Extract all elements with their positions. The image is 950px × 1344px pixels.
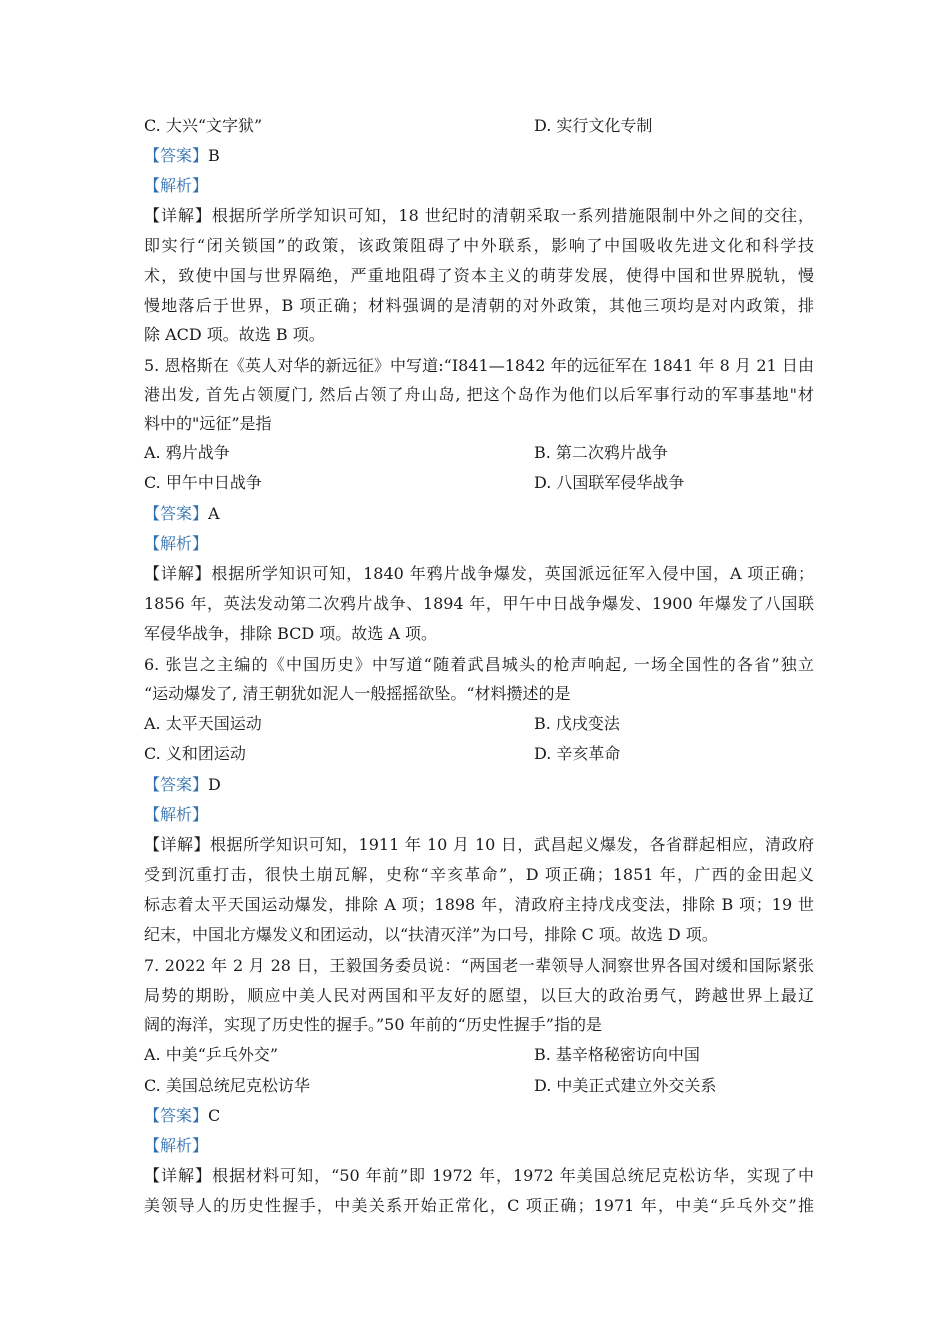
q7-options-cd [144, 1071, 814, 1101]
q7-analysis [144, 1131, 814, 1161]
detail-text: 根据所学所学知识可知，18 世纪时的清朝采取一系列措施限制中外之间的交往， [211, 206, 814, 225]
q7-option-c: C. 美国总统尼克松访华 [144, 1076, 310, 1095]
q6-option-d: D. 辛亥革命 [534, 744, 621, 763]
detail-text: 根据所学知识可知，1911 年 10 月 10 日，武昌起义爆发，各省群起相应，清政府 [210, 835, 814, 854]
q6-detail-line [144, 830, 814, 860]
detail-label: 【详解】 [144, 564, 212, 583]
q5-detail-line [144, 559, 814, 589]
q7-option-d: D. 中美正式建立外交关系 [534, 1076, 717, 1095]
q5-option-a: A. 鸦片战争 [144, 443, 230, 462]
q4-analysis [144, 171, 814, 201]
detail-label: 【详解】 [144, 835, 211, 854]
q6-options-cd [144, 739, 814, 769]
q5-options-ab [144, 438, 814, 468]
answer-label: 【答案】 [144, 775, 209, 794]
analysis-label: 【解析】 [144, 176, 209, 195]
q5-stem-line: 5. 恩格斯在《英人对华的新远征》中写道:“I841—1842 年的远征军在 1841 年 8 月 21 日由 [144, 356, 814, 375]
q5-option-c: C. 甲午中日战争 [144, 473, 262, 492]
q4-option-c: C. 大兴“文字狱” [144, 116, 263, 135]
answer-label: 【答案】 [144, 504, 209, 523]
q5-stem-line: 料中的"远征”是指 [144, 414, 272, 433]
detail-label: 【详解】 [144, 206, 212, 225]
q4-detail-line: 术，致使中国与世界隔绝，严重地阻碍了资本主义的萌芽发展，使得中国和世界脱轨，慢 [144, 266, 814, 285]
q7-stem-line: 7. 2022 年 2 月 28 日，王毅国务委员说：“两国老一辈领导人洞察世界各国对缓和国际紧张 [144, 956, 814, 975]
q6-detail-line: 受到沉重打击，很快土崩瓦解，史称“辛亥革命”，D 项正确；1851 年，广西的金田起义 [144, 865, 814, 884]
q6-option-c: C. 义和团运动 [144, 744, 246, 763]
q7-detail-line: 美领导人的历史性握手，中美关系开始正常化，C 项正确；1971 年，中美“乒乓外交”推 [144, 1196, 814, 1215]
q4-option-d: D. 实行文化专制 [534, 116, 653, 135]
q7-answer [144, 1101, 814, 1131]
q7-detail-line [144, 1161, 814, 1191]
q5-analysis [144, 529, 814, 559]
q5-detail-line: 1856 年，英法发动第二次鸦片战争、1894 年，甲午中日战争爆发、1900 年爆发了八国联 [144, 594, 814, 613]
q7-options-ab [144, 1040, 814, 1070]
q5-stem-line: 港出发, 首先占领厦门, 然后占领了舟山岛, 把这个岛作为他们以后军事行动的军事基地"材 [144, 385, 814, 404]
detail-text: 根据所学知识可知，1840 年鸦片战争爆发，英国派远征军入侵中国，A 项正确； [211, 564, 814, 583]
q6-detail-line: 标志着太平天国运动爆发，排除 A 项；1898 年，清政府主持戊戌变法，排除 B 项；19 世 [144, 895, 814, 914]
q5-detail-line: 军侵华战争，排除 BCD 项。故选 A 项。 [144, 624, 438, 643]
q6-options-ab [144, 709, 814, 739]
answer-label: 【答案】 [144, 1106, 209, 1125]
answer-label: 【答案】 [144, 146, 209, 165]
q5-options-cd [144, 468, 814, 498]
q4-detail-line: 即实行“闭关锁国”的政策，该政策阻碍了中外联系，影响了中国吸收先进文化和科学技 [144, 236, 814, 255]
answer-value: B [208, 146, 220, 165]
q7-option-b: B. 基辛格秘密访向中国 [534, 1045, 700, 1064]
q7-stem-line: 阔的海洋，实现了历史性的握手。”50 年前的“历史性握手”指的是 [144, 1015, 602, 1034]
q4-detail-line: 除 ACD 项。故选 B 项。 [144, 325, 325, 344]
q4-answer [144, 141, 814, 171]
q6-stem-line: 6. 张岂之主编的《中国历史》中写道“随着武昌城头的枪声响起, 一场全国性的各省”独立 [144, 655, 814, 674]
q4-detail-line [144, 201, 814, 231]
q6-stem-line: “运动爆发了, 清王朝犹如泥人一般摇摇欲坠。“材料攒述的是 [144, 684, 571, 703]
q5-option-b: B. 第二次鸦片战争 [534, 443, 668, 462]
analysis-label: 【解析】 [144, 1136, 209, 1155]
analysis-label: 【解析】 [144, 805, 209, 824]
q5-option-d: D. 八国联军侵华战争 [534, 473, 685, 492]
q5-answer [144, 499, 814, 529]
q7-stem-line: 局势的期盼，顺应中美人民对两国和平友好的愿望，以巨大的政治勇气，跨越世界上最辽 [144, 986, 814, 1005]
detail-label: 【详解】 [144, 1166, 213, 1185]
q6-option-b: B. 戊戌变法 [534, 714, 620, 733]
q4-options-cd [144, 111, 814, 141]
q6-detail-line: 纪末，中国北方爆发义和团运动，以“扶清灭洋”为口号，排除 C 项。故选 D 项。 [144, 925, 718, 944]
detail-text: 根据材料可知，“50 年前”即 1972 年，1972 年美国总统尼克松访华，实现了中 [212, 1166, 814, 1185]
analysis-label: 【解析】 [144, 534, 209, 553]
q6-analysis [144, 800, 814, 830]
answer-value: D [208, 775, 221, 794]
answer-value: C [208, 1106, 221, 1125]
q4-detail-line: 慢地落后于世界，B 项正确；材料强调的是清朝的对外政策，其他三项均是对内政策，排 [144, 296, 814, 315]
q7-option-a: A. 中美“乒乓外交” [144, 1045, 279, 1064]
q6-answer [144, 770, 814, 800]
q6-option-a: A. 太平天国运动 [144, 714, 262, 733]
answer-value: A [208, 504, 220, 523]
